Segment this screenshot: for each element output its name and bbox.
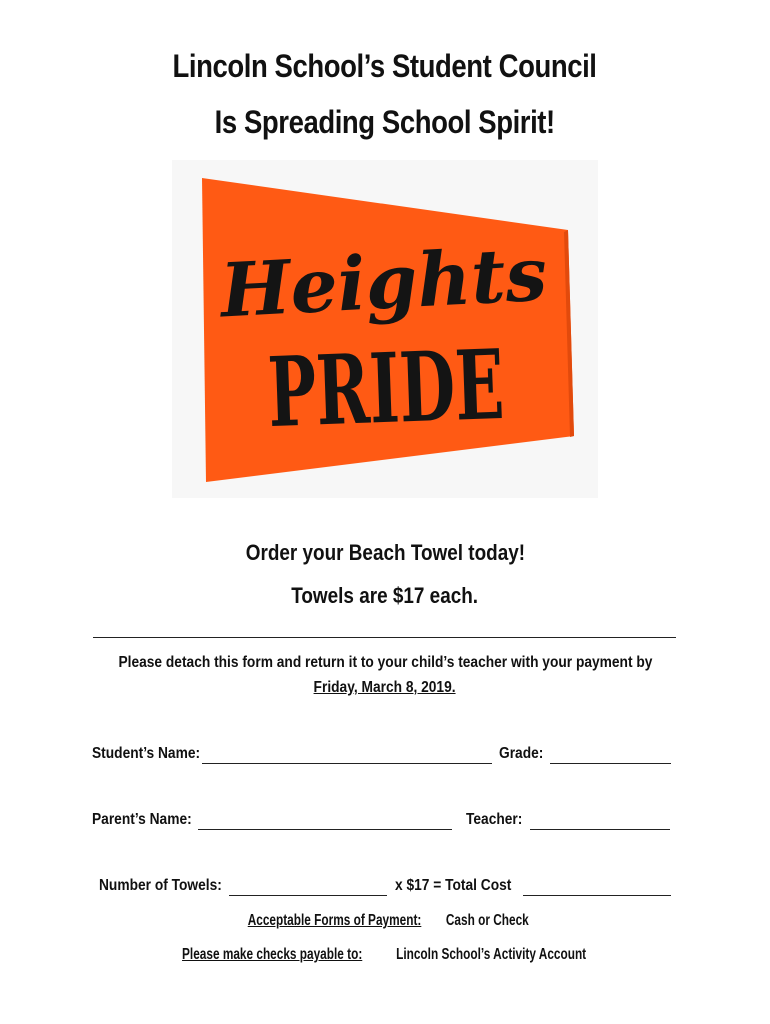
towels-label: Number of Towels: (99, 877, 222, 894)
payable-line (0, 946, 770, 964)
total-cost-field[interactable] (523, 895, 671, 896)
title-line-1: Lincoln School’s Student Council (172, 48, 598, 84)
payment-forms-label: Acceptable Forms of Payment: (248, 912, 422, 929)
towel-illustration (172, 160, 598, 498)
payment-forms-line (0, 912, 770, 930)
towels-field[interactable] (229, 895, 387, 896)
payable-value: Lincoln School’s Activity Account (396, 946, 587, 963)
detach-line (93, 637, 676, 638)
grade-label: Grade: (499, 745, 544, 762)
parent-name-label: Parent’s Name: (92, 811, 192, 828)
price-line: Towels are $17 each. (291, 583, 479, 608)
towel-script-text: Heights (218, 231, 550, 335)
order-line: Order your Beach Towel today! (245, 540, 525, 565)
grade-field[interactable] (550, 763, 671, 764)
student-name-label: Student’s Name: (92, 745, 201, 762)
towel-block-text: PRIDE (266, 323, 598, 450)
student-name-field[interactable] (202, 763, 492, 764)
student-row (0, 745, 770, 769)
payment-forms-value: Cash or Check (446, 912, 530, 929)
cost-formula: x $17 = Total Cost (395, 877, 512, 894)
towel-image (172, 160, 598, 498)
teacher-label: Teacher: (466, 811, 523, 828)
title-line-2: Is Spreading School Spirit! (214, 104, 556, 140)
towels-row (0, 877, 770, 901)
deadline-text: Friday, March 8, 2019. (313, 679, 457, 696)
instruction-text: Please detach this form and return it to your child’s teacher with your payment by (118, 654, 652, 671)
teacher-field[interactable] (530, 829, 670, 830)
payable-label: Please make checks payable to: (182, 946, 363, 963)
parent-row (0, 811, 770, 835)
parent-name-field[interactable] (198, 829, 452, 830)
